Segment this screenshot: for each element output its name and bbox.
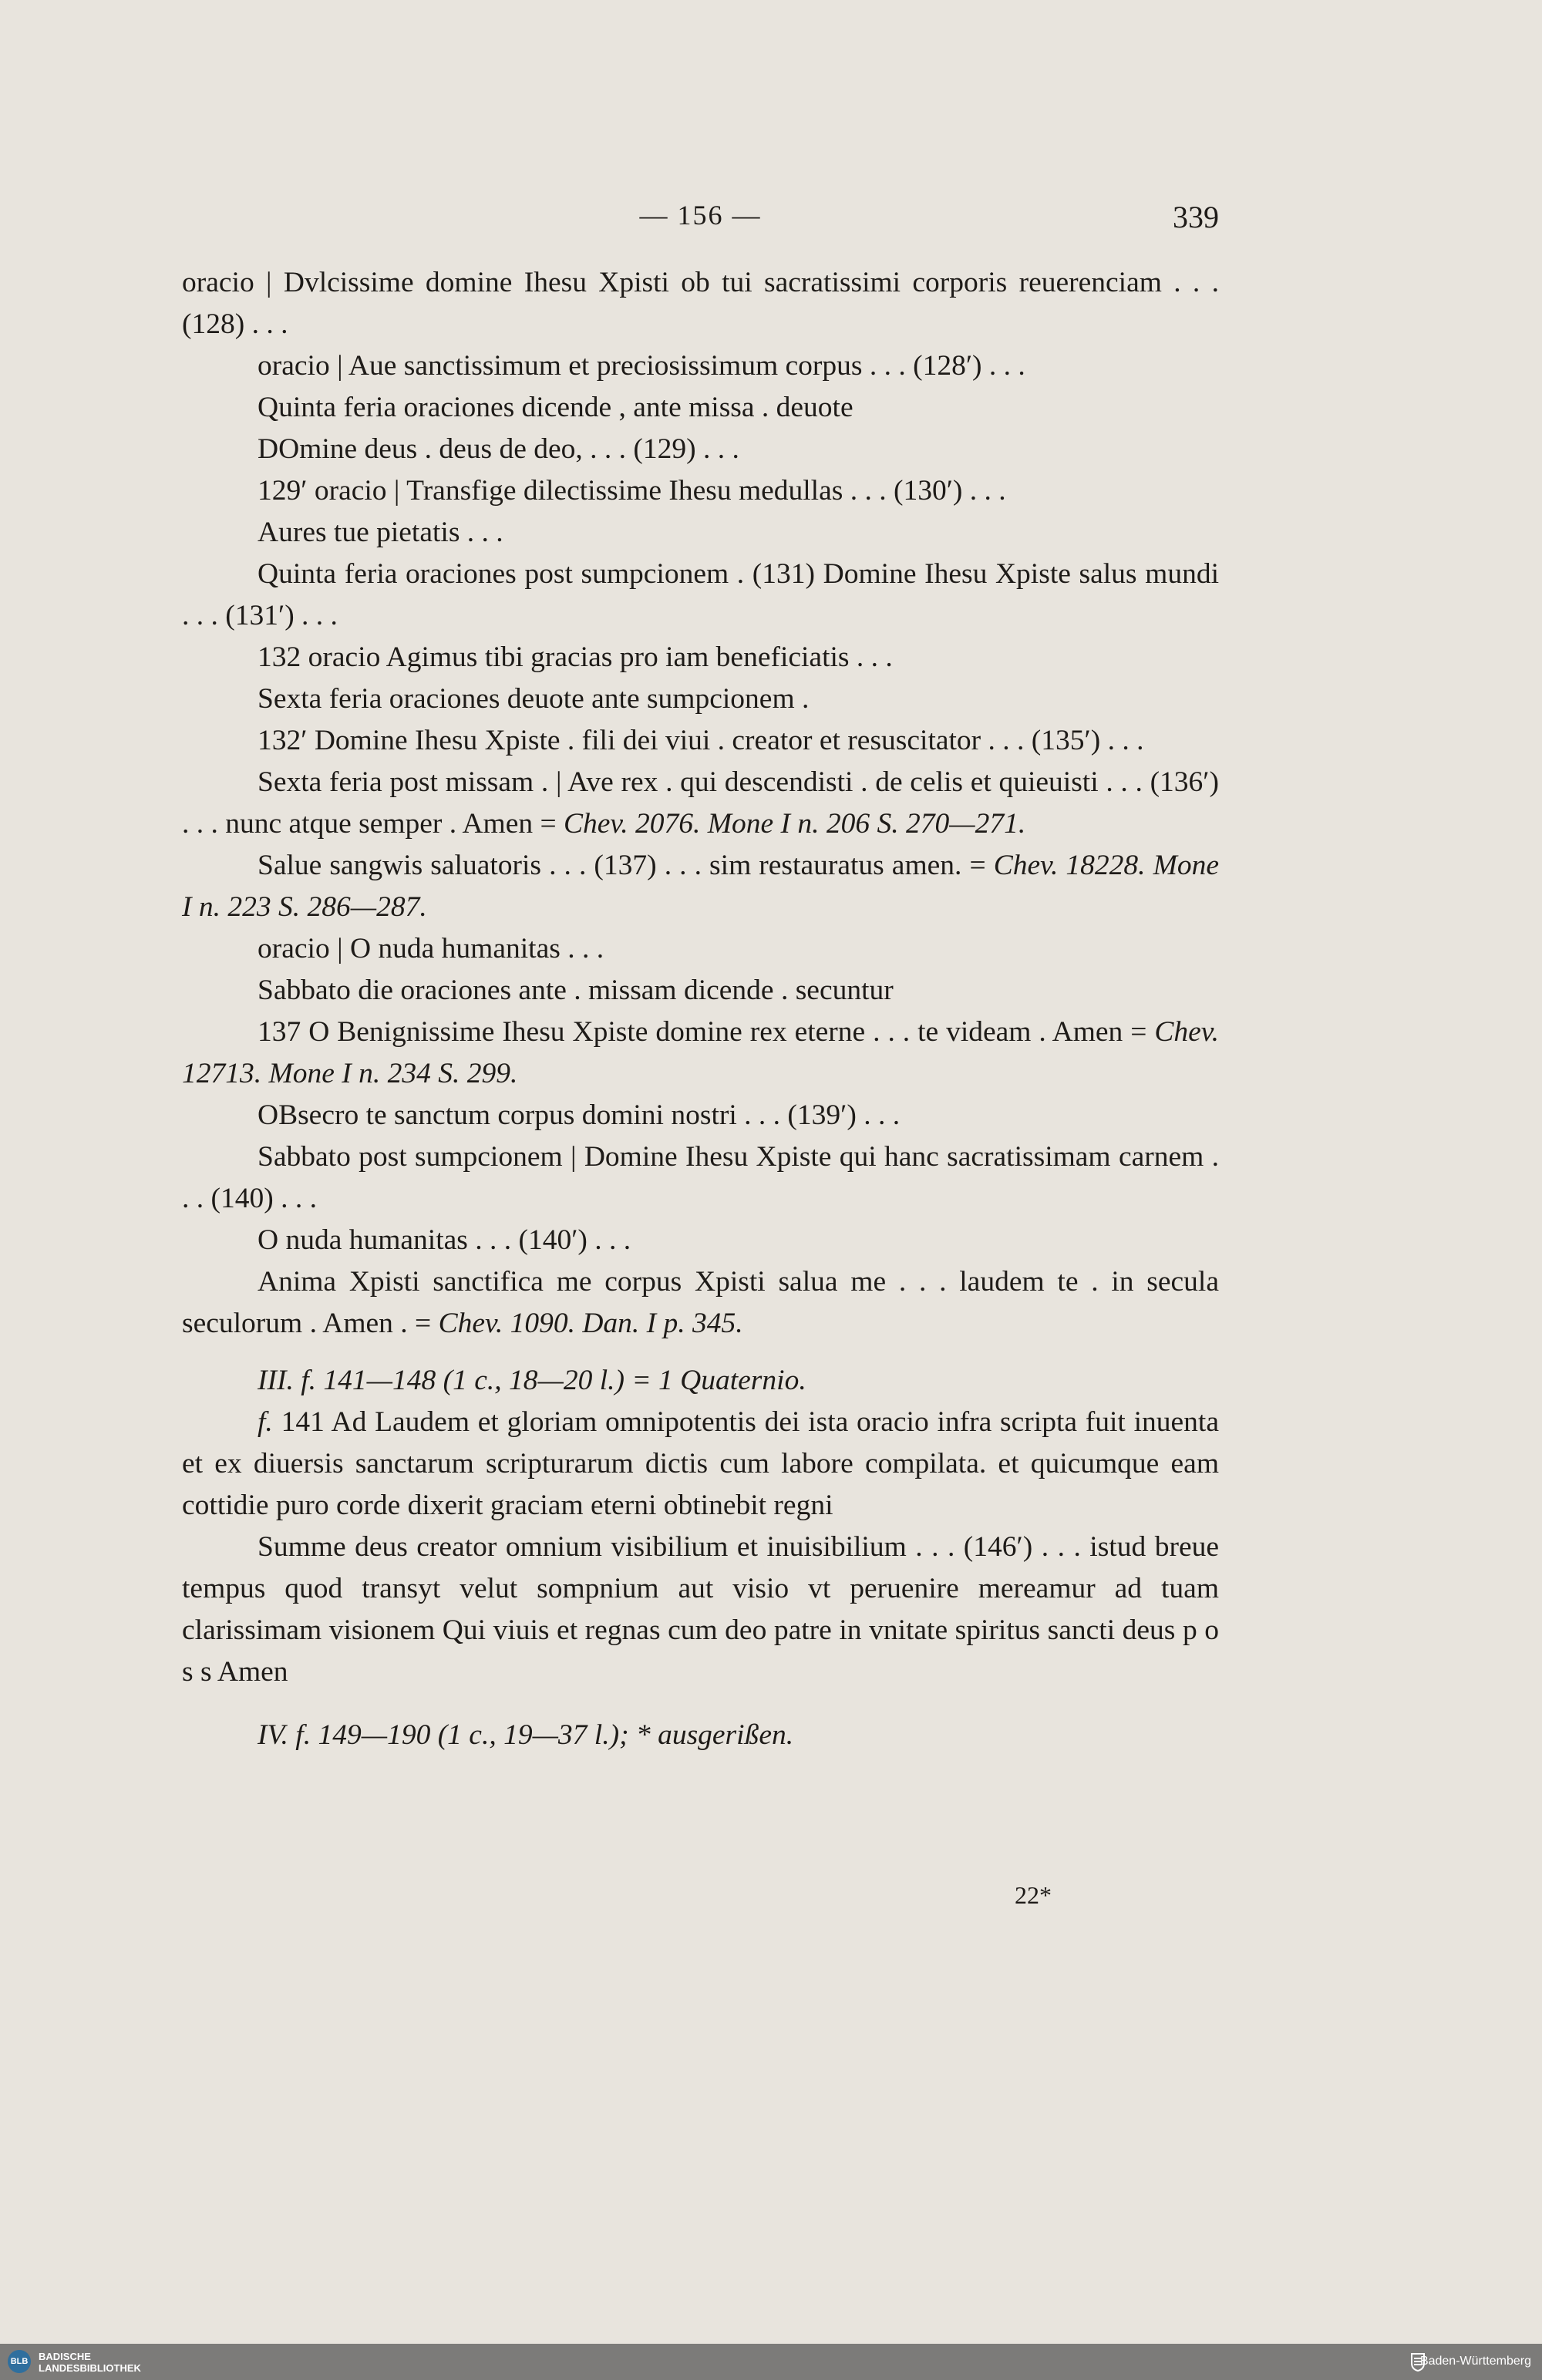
library-logo-icon: BLB	[8, 2350, 31, 2373]
paragraph: Sexta feria oraciones deuote ante sumpcionem .	[258, 683, 810, 715]
signature-mark: 22*	[1015, 1881, 1052, 1909]
paragraph: Sabbato post sumpcionem | Domine Ihesu Xpiste qui hanc sacratissimam carnem . . . (140) . . .	[182, 1141, 1219, 1214]
page-header	[182, 199, 1219, 237]
paragraph: Sexta feria post missam . | Ave rex . qui descendisti . de celis et quieuisti . . . (136′) . . . nunc atque semper . Amen = Chev. 2076. Mone I n. 206 S. 270—271.	[182, 766, 1219, 840]
section-heading: III. f. 141—148 (1 c., 18—20 l.) = 1 Quaternio.	[258, 1365, 806, 1396]
paragraph: Anima Xpisti sanctifica me corpus Xpisti salua me . . . laudem te . in secula seculorum . Amen . = Chev. 1090. Dan. I p. 345.	[182, 1266, 1219, 1339]
body-text	[182, 262, 1219, 1756]
paragraph: oracio | Aue sanctissimum et preciosissimum corpus . . . (128′) . . .	[258, 350, 1025, 382]
paragraph: f. 141 Ad Laudem et gloriam omnipotentis dei ista oracio infra scripta fuit inuenta et ex diuersis sanctarum scripturarum dictis cum labore compilata. et quicumque eam cottidie puro corde dixerit graciam eterni obtinebit regni	[182, 1406, 1219, 1521]
state-name: Baden-Württemberg	[1419, 2355, 1531, 2368]
page-number: 339	[1173, 200, 1219, 234]
paragraph: oracio | Dvlcissime domine Ihesu Xpisti ob tui sacratissimi corporis reuerenciam . . . (128) . . .	[182, 267, 1219, 340]
paragraph: O nuda humanitas . . . (140′) . . .	[258, 1224, 631, 1256]
paragraph: 132′ Domine Ihesu Xpiste . fili dei viui . creator et resuscitator . . . (135′) . . .	[258, 725, 1144, 756]
paragraph: 132 oracio Agimus tibi gracias pro iam beneficiatis . . .	[258, 641, 893, 673]
paragraph: oracio | O nuda humanitas . . .	[258, 933, 604, 964]
running-head: — 156 —	[639, 200, 762, 231]
footer-bar	[0, 2344, 1542, 2380]
section-heading: IV. f. 149—190 (1 c., 19—37 l.); * ausgerißen.	[258, 1719, 794, 1751]
paragraph: Quinta feria oraciones post sumpcionem . (131) Domine Ihesu Xpiste salus mundi . . . (131′) . . .	[182, 558, 1219, 631]
paragraph: OBsecro te sanctum corpus domini nostri . . . (139′) . . .	[258, 1099, 901, 1131]
paragraph: Quinta feria oraciones dicende , ante missa . deuote	[258, 392, 853, 423]
paragraph: Aures tue pietatis . . .	[258, 517, 503, 548]
reference: Chev. 2076. Mone I n. 206 S. 270—271.	[564, 808, 1026, 840]
paragraph: 137 O Benignissime Ihesu Xpiste domine rex eterne . . . te videam . Amen = Chev. 12713. Mone I n. 234 S. 299.	[182, 1016, 1220, 1089]
library-name: BADISCHE LANDESBIBLIOTHEK	[39, 2351, 141, 2374]
paragraph: Sabbato die oraciones ante . missam dicende . secuntur	[258, 975, 894, 1006]
paragraph: DOmine deus . deus de deo, . . . (129) . . .	[258, 433, 739, 465]
paragraph: Summe deus creator omnium visibilium et inuisibilium . . . (146′) . . . istud breue tempus quod transyt velut sompnium aut visio vt peruenire mereamur ad tuam clarissimam visionem Qui viuis et regnas cum deo patre in vnitate spiritus sancti deus p o s s Amen	[182, 1531, 1219, 1688]
reference: Chev. 18228. Mone I n. 223 S. 286—287.	[182, 850, 1220, 923]
reference: Chev. 12713. Mone I n. 234 S. 299.	[182, 1016, 1220, 1089]
reference: Chev. 1090. Dan. I p. 345.	[438, 1308, 743, 1339]
paragraph: Salue sangwis saluatoris . . . (137) . . . sim restauratus amen. = Chev. 18228. Mone I n. 223 S. 286—287.	[182, 850, 1220, 923]
paragraph: 129′ oracio | Transfige dilectissime Ihesu medullas . . . (130′) . . .	[258, 475, 1006, 507]
